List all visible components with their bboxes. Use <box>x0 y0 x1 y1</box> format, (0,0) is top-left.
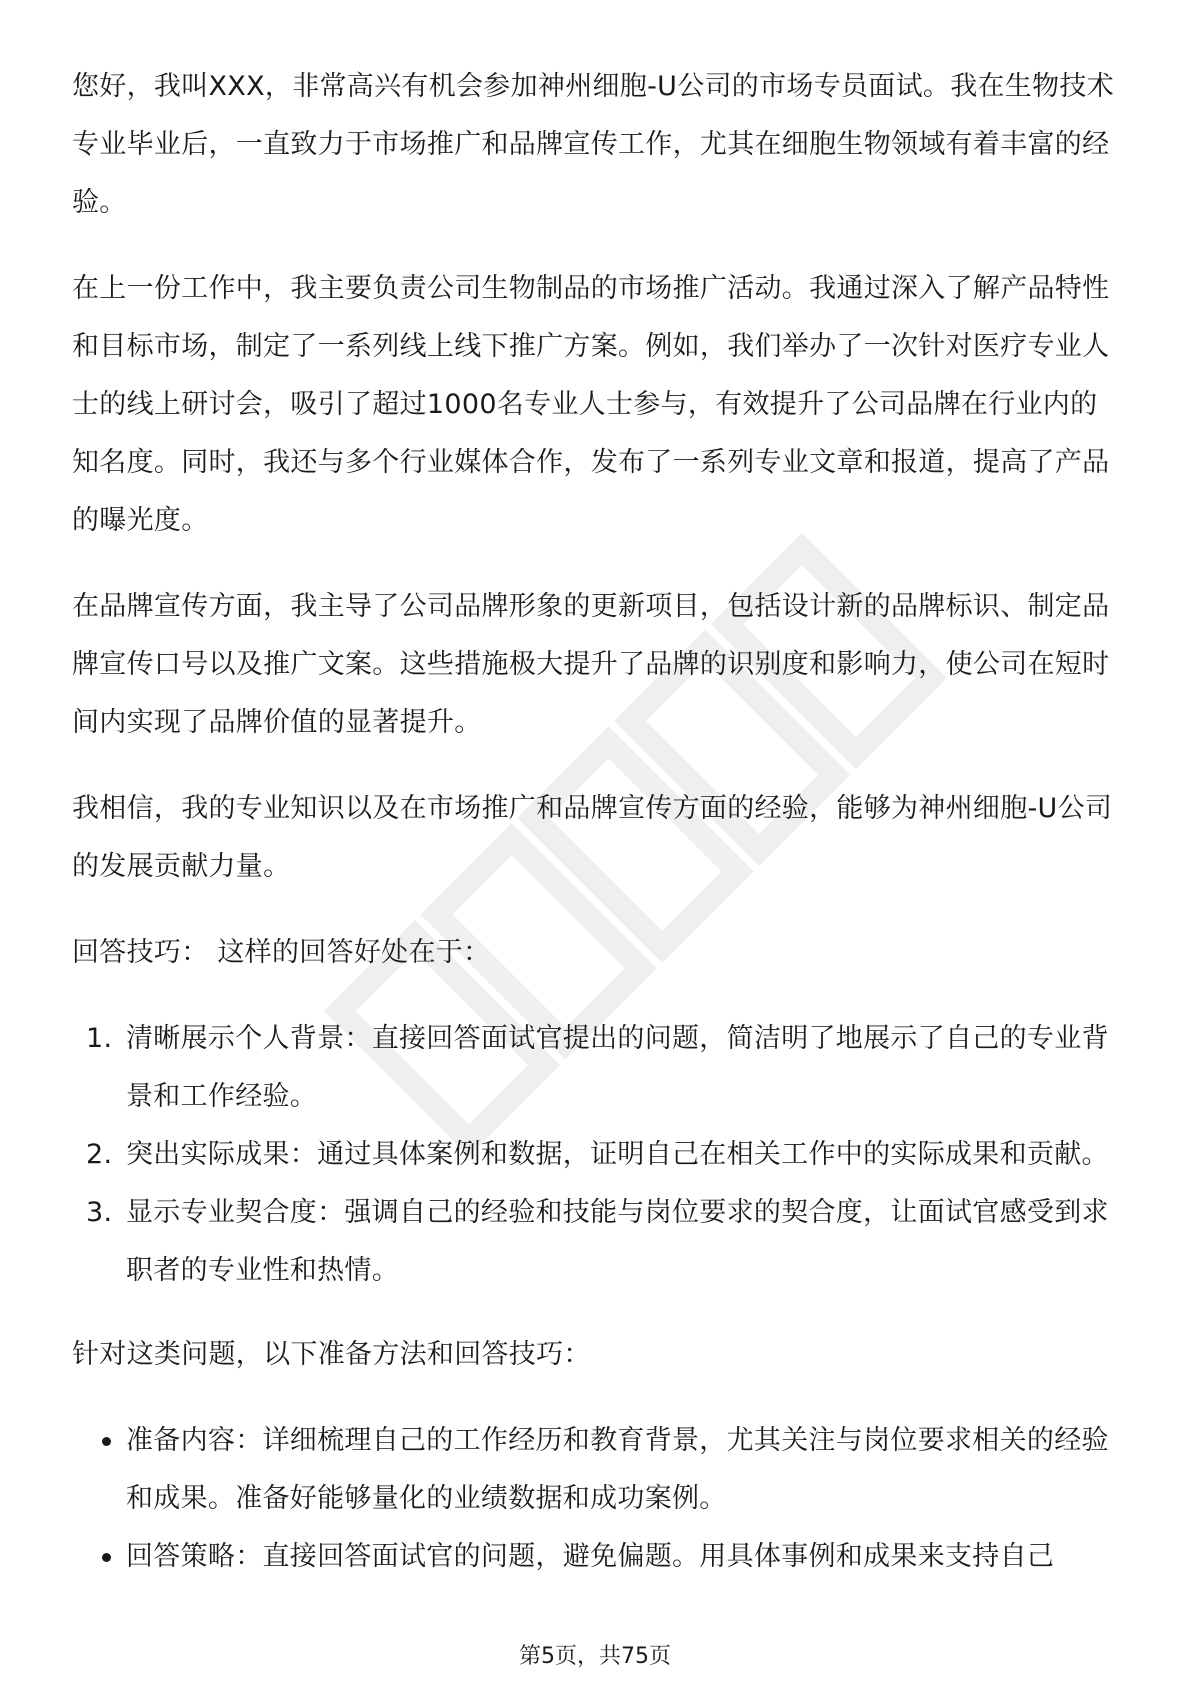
bullet-icon <box>102 1437 111 1446</box>
list-item <box>72 1528 1118 1586</box>
page-footer: 第5页，共75页 <box>519 1644 671 1669</box>
list-item <box>72 1010 1118 1126</box>
bullet-icon <box>102 1553 111 1562</box>
paragraph-conclusion: 我相信，我的专业知识以及在市场推广和品牌宣传方面的经验，能够为神州细胞-U公司的发展贡献力量。 <box>72 793 1113 882</box>
paragraph-brand: 在品牌宣传方面，我主导了公司品牌形象的更新项目，包括设计新的品牌标识、制定品牌宣传口号以及推广文案。这些措施极大提升了品牌的识别度和影响力，使公司在短时间内实现了品牌价值的显著提升。 <box>72 591 1110 738</box>
tips-list <box>72 1010 1118 1300</box>
tips-intro: 回答技巧： 这样的回答好处在于： <box>72 937 491 968</box>
paragraph-intro: 您好，我叫XXX，非常高兴有机会参加神州细胞-U公司的市场专员面试。我在生物技术专业毕业后，一直致力于市场推广和品牌宣传工作，尤其在细胞生物领域有着丰富的经验。 <box>72 71 1114 218</box>
list-item <box>72 1412 1118 1528</box>
list-item-text: 准备内容：详细梳理自己的工作经历和教育背景，尤其关注与岗位要求相关的经验和成果。准备好能够量化的业绩数据和成功案例。 <box>126 1425 1109 1514</box>
list-item-text: 回答策略：直接回答面试官的问题，避免偏题。用具体事例和成果来支持自己 <box>126 1541 1055 1572</box>
list-item-text: 突出实际成果：通过具体案例和数据，证明自己在相关工作中的实际成果和贡献。 <box>126 1139 1109 1170</box>
list-item <box>72 1184 1118 1300</box>
document-body <box>72 58 1118 1586</box>
list-item-text: 清晰展示个人背景：直接回答面试官提出的问题，简洁明了地展示了自己的专业背景和工作经验。 <box>126 1023 1109 1112</box>
list-number: 1. <box>86 1023 113 1054</box>
list-number: 3. <box>86 1197 113 1228</box>
prep-intro: 针对这类问题，以下准备方法和回答技巧： <box>72 1339 591 1370</box>
list-item-text: 显示专业契合度：强调自己的经验和技能与岗位要求的契合度，让面试官感受到求职者的专业性和热情。 <box>126 1197 1109 1286</box>
paragraph-previous-job: 在上一份工作中，我主要负责公司生物制品的市场推广活动。我通过深入了解产品特性和目标市场，制定了一系列线上线下推广方案。例如，我们举办了一次针对医疗专业人士的线上研讨会，吸引了超过1000名专业人士参与，有效提升了公司品牌在行业内的知名度。同时，我还与多个行业媒体合作，发布了一系列专业文章和报道，提高了产品的曝光度。 <box>72 273 1110 536</box>
prep-list <box>72 1412 1118 1586</box>
list-item <box>72 1126 1118 1184</box>
list-number: 2. <box>86 1139 113 1170</box>
